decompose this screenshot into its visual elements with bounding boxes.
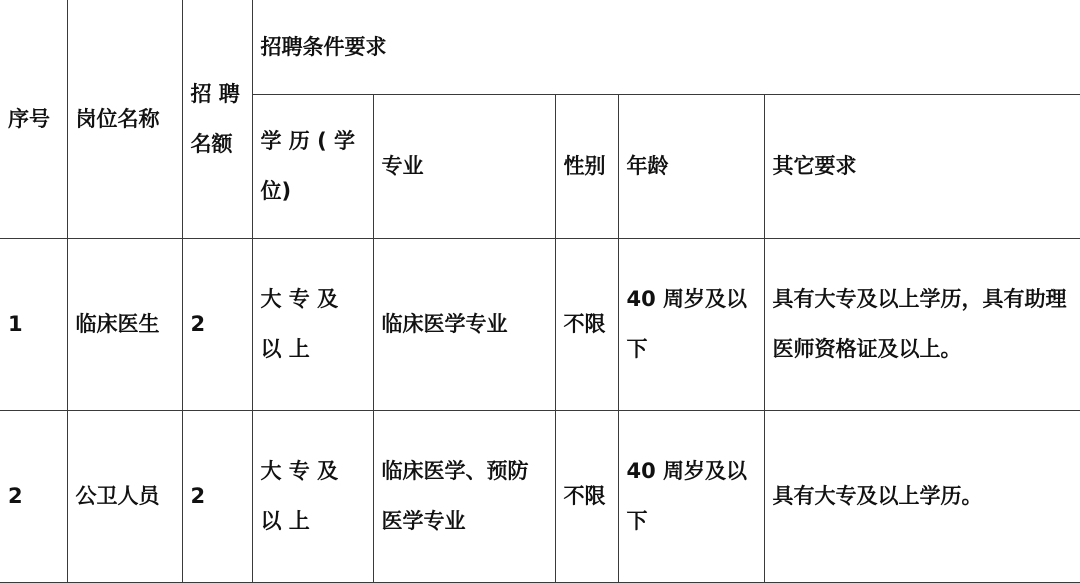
row-education: 大 专 及 以 上 [252, 410, 373, 582]
row-age: 40 周岁及以下 [618, 238, 764, 410]
row-seq: 2 [0, 410, 67, 582]
row-other: 具有大专及以上学历。 [764, 410, 1080, 582]
row-other: 具有大专及以上学历，具有助理医师资格证及以上。 [764, 238, 1080, 410]
table-row [0, 410, 1080, 582]
header-seq: 序号 [0, 0, 67, 238]
header-other: 其它要求 [764, 94, 1080, 238]
row-quota: 2 [182, 238, 252, 410]
header-major: 专业 [373, 94, 555, 238]
header-quota: 招 聘 名额 [182, 0, 252, 238]
header-gender: 性别 [555, 94, 618, 238]
row-age: 40 周岁及以下 [618, 410, 764, 582]
row-major: 临床医学专业 [373, 238, 555, 410]
header-position: 岗位名称 [67, 0, 182, 238]
row-gender: 不限 [555, 238, 618, 410]
row-gender: 不限 [555, 410, 618, 582]
header-requirements-group: 招聘条件要求 [252, 0, 1080, 94]
row-quota: 2 [182, 410, 252, 582]
row-education: 大 专 及 以 上 [252, 238, 373, 410]
row-position: 公卫人员 [67, 410, 182, 582]
row-seq: 1 [0, 238, 67, 410]
row-position: 临床医生 [67, 238, 182, 410]
row-major: 临床医学、预防医学专业 [373, 410, 555, 582]
header-age: 年龄 [618, 94, 764, 238]
table-row [0, 238, 1080, 410]
header-row-1 [0, 0, 1080, 94]
header-education: 学 历 ( 学 位) [252, 94, 373, 238]
